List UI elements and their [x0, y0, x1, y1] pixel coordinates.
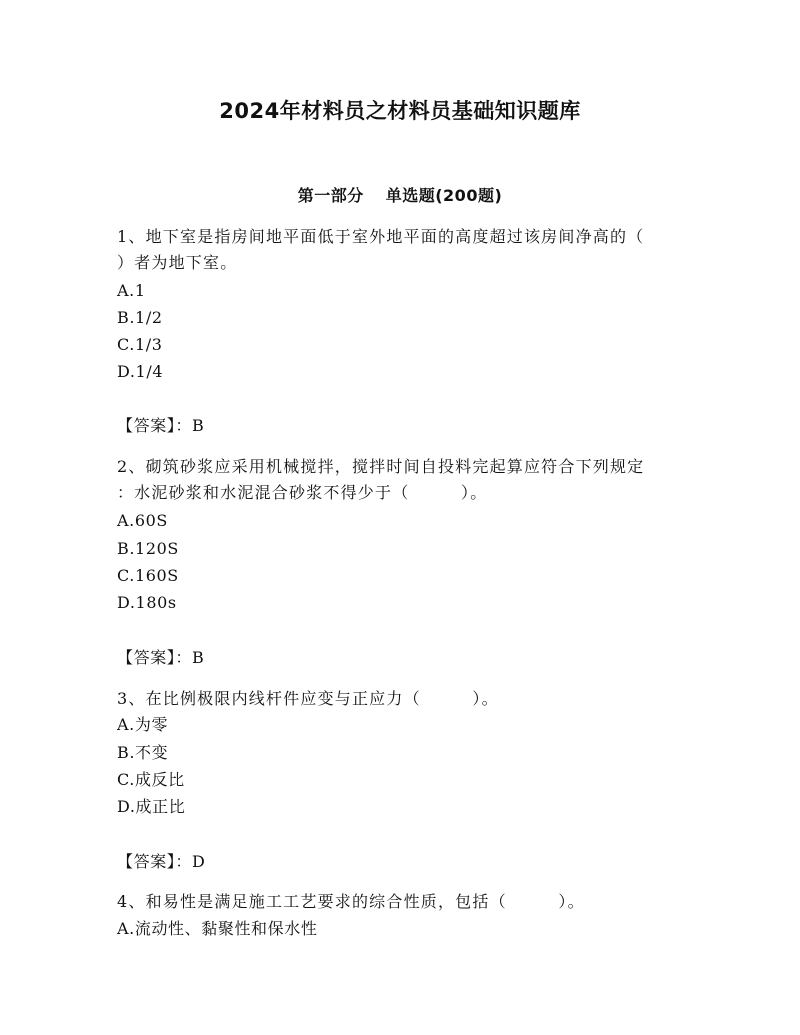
question-1-line-1: 1、地下室是指房间地平面低于室外地平面的高度超过该房间净高的（	[117, 227, 645, 246]
question-3-option-b: B.不变	[117, 743, 169, 762]
question-4-option-a: A.流动性、黏聚性和保水性	[117, 919, 318, 938]
question-2-line-2: ：水泥砂浆和水泥混合砂浆不得少于（ ）。	[117, 483, 488, 502]
question-3-option-d: D.成正比	[117, 797, 186, 816]
section-name: 单选题(200题)	[385, 186, 503, 205]
question-3-answer: 【答案】：D	[117, 852, 206, 871]
question-3-line-1: 3、在比例极限内线杆件应变与正应力（ ）。	[117, 689, 499, 708]
question-2-line-1: 2、砌筑砂浆应采用机械搅拌，搅拌时间自投料完起算应符合下列规定	[117, 457, 645, 476]
question-4-line-1: 4、和易性是满足施工工艺要求的综合性质，包括（ ）。	[117, 892, 585, 911]
section-part: 第一部分	[297, 186, 364, 205]
question-1-answer: 【答案】：B	[117, 416, 205, 435]
question-2-text	[117, 454, 687, 506]
question-1-option-d: D.1/4	[117, 362, 164, 381]
question-2-option-c: C.160S	[117, 566, 179, 585]
section-heading	[0, 183, 800, 206]
question-3-option-c: C.成反比	[117, 770, 185, 789]
question-1-line-2: ）者为地下室。	[117, 253, 238, 272]
question-4-text	[117, 889, 687, 915]
document-title: 2024年材料员之材料员基础知识题库	[219, 99, 581, 123]
question-1-option-a: A.1	[117, 281, 146, 300]
question-3-text	[117, 686, 687, 712]
question-2-answer: 【答案】：B	[117, 648, 205, 667]
question-2-option-b: B.120S	[117, 539, 179, 558]
question-1-option-c: C.1/3	[117, 335, 163, 354]
question-2-option-a: A.60S	[117, 511, 168, 530]
question-1-text	[117, 224, 687, 276]
question-1-option-b: B.1/2	[117, 308, 163, 327]
question-3-option-a: A.为零	[117, 715, 169, 734]
question-2-option-d: D.180s	[117, 593, 177, 612]
